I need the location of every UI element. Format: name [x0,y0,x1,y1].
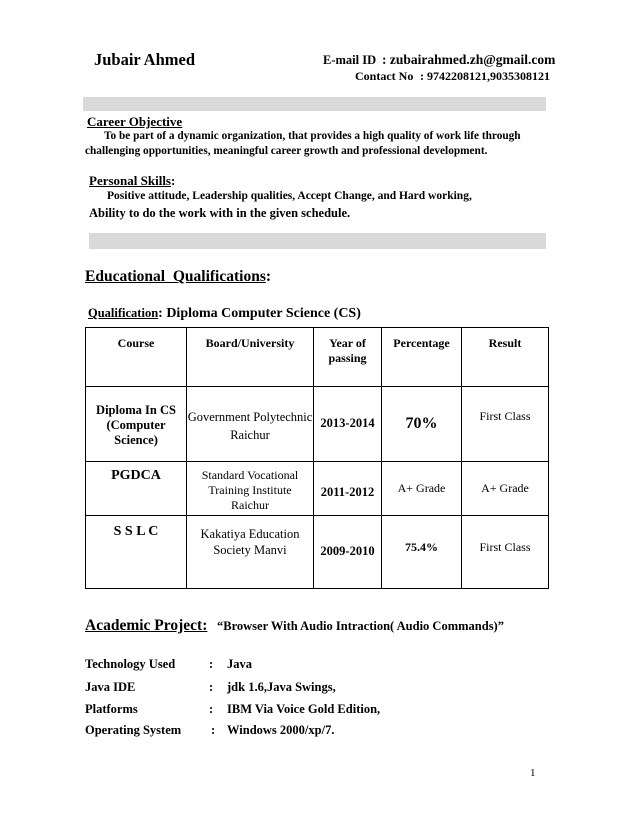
detail-value: IBM Via Voice Gold Edition, [227,702,381,716]
board-line: Standard Vocational [201,468,299,482]
career-objective-heading: Career Objective [87,114,183,129]
table-row [86,387,549,462]
qualifications-table [85,327,549,589]
career-objective-text-1: To be part of a dynamic organization, that provides a high quality of work life through [104,130,521,142]
year-cell: 2013-2014 [314,387,382,462]
detail-separator: : [209,657,214,671]
detail-separator: : [211,723,216,737]
section-divider [83,97,546,111]
course-cell: Diploma In CS (Computer Science) [86,387,187,462]
board-line: Raichur [231,498,269,512]
board-cell [187,462,314,516]
email-label: E-mail ID [323,53,377,67]
column-header-percentage: Percentage [382,328,462,387]
contact-label: Contact No [355,69,414,83]
career-objective-text-2: challenging opportunities, meaningful career growth and professional development. [85,145,488,157]
board-cell [187,516,314,589]
column-header-course: Course [86,328,187,387]
qualification-value: : Diploma Computer Science (CS) [158,306,361,321]
academic-project-heading: Academic Project: [85,617,208,634]
personal-skills-text-1: Positive attitude, Leadership qualities, Accept Change, and Hard working, [107,190,472,202]
column-header-result: Result [462,328,549,387]
percentage-cell: 70% [382,387,462,462]
result-cell: First Class [462,387,549,462]
education-heading-label: Educational Qualifications [85,268,266,285]
qualification-line [88,304,361,322]
course-cell: PGDCA [86,462,187,516]
percentage-cell: A+ Grade [382,462,462,516]
table-header-row [86,328,549,387]
page-number: 1 [530,767,536,779]
personal-skills-heading [89,173,175,189]
board-line: Government Polytechnic [187,410,313,424]
contact-value: : 9742208121,9035308121 [420,69,550,83]
percentage-cell: 75.4% [382,516,462,589]
personal-skills-label: Personal Skills [89,173,171,188]
education-heading-colon: : [265,268,272,285]
detail-separator: : [209,680,214,694]
column-header-year: Year of passing [314,328,382,387]
course-cell: S S L C [86,516,187,589]
detail-value: Java [227,657,252,671]
detail-label: Platforms [85,702,138,716]
column-header-board: Board/University [187,328,314,387]
board-line: Kakatiya Education [200,527,300,541]
section-divider [89,233,546,249]
personal-skills-text-2: Ability to do the work with in the given schedule. [89,206,351,220]
email-value: : zubairahmed.zh@gmail.com [382,52,556,67]
education-heading [85,268,271,286]
detail-value: jdk 1.6,Java Swings, [227,680,336,694]
board-line: Training Institute [208,483,292,497]
detail-separator: : [209,702,214,716]
result-cell: A+ Grade [462,462,549,516]
personal-skills-colon: : [171,173,176,188]
detail-label: Technology Used [85,657,176,671]
table-row [86,516,549,589]
table-row [86,462,549,516]
detail-label: Java IDE [85,680,136,694]
academic-project-title: “Browser With Audio Intraction( Audio Commands)” [217,619,504,633]
detail-value: Windows 2000/xp/7. [227,723,335,737]
result-cell: First Class [462,516,549,589]
board-line: Society Manvi [213,543,287,557]
board-cell [187,387,314,462]
qualification-label: Qualification [88,306,159,320]
candidate-name: Jubair Ahmed [94,50,196,69]
board-line: Raichur [230,428,270,442]
year-cell: 2009-2010 [314,516,382,589]
year-cell: 2011-2012 [314,462,382,516]
detail-label: Operating System [85,723,182,737]
